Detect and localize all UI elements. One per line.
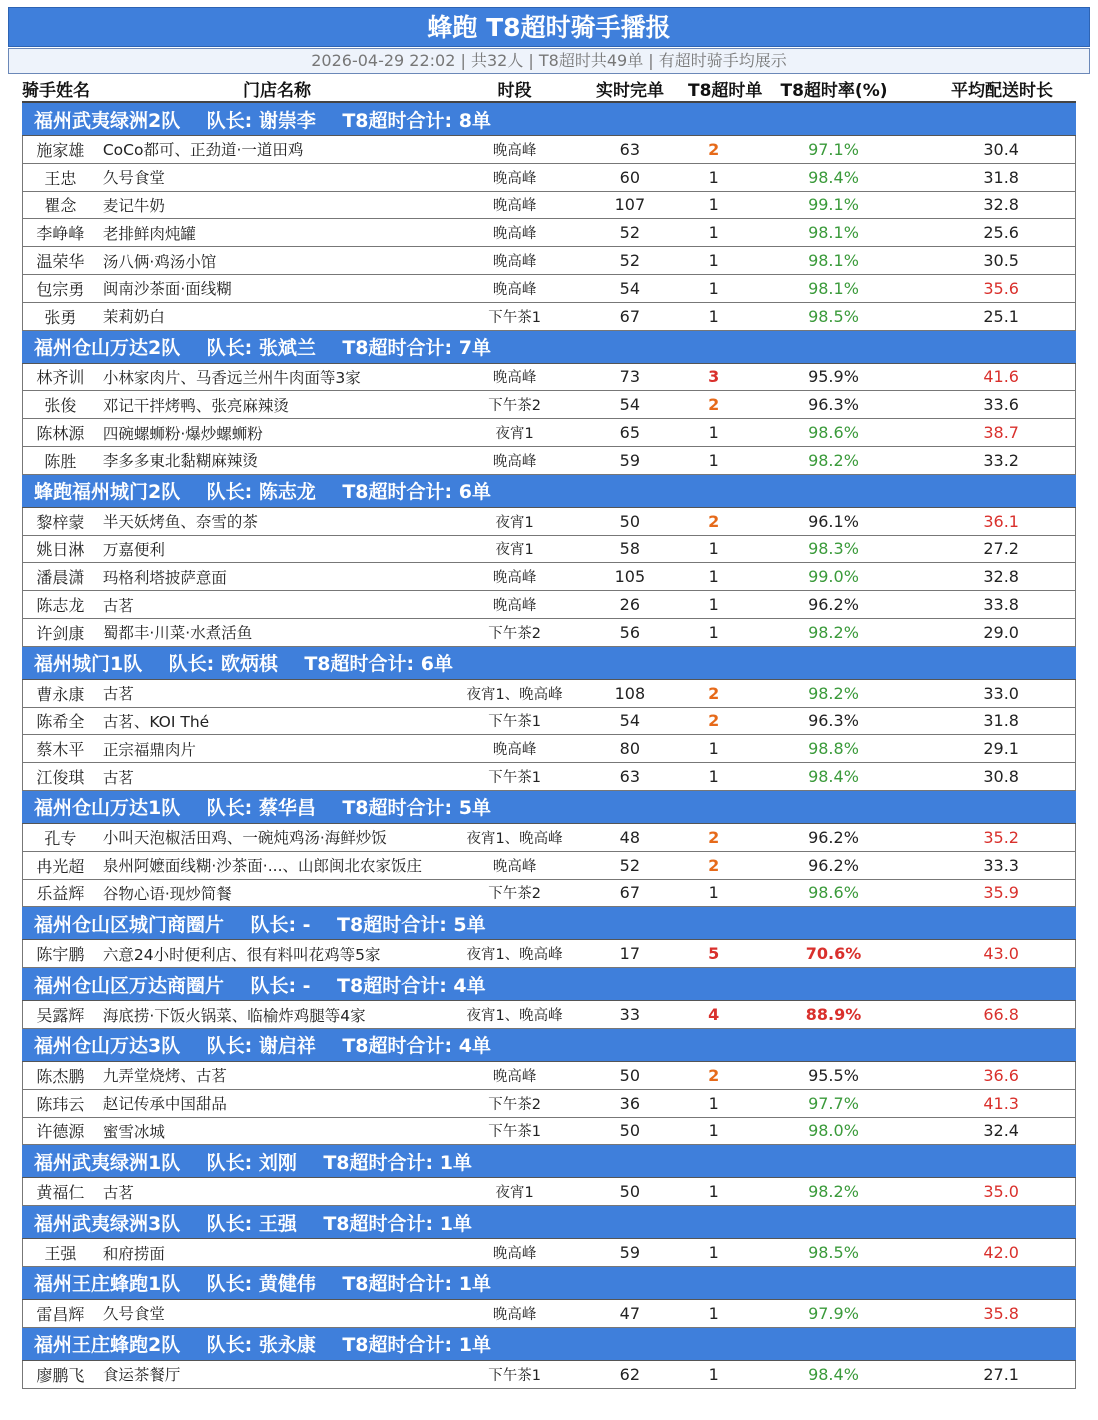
table-row <box>23 192 1075 220</box>
overtime-rate: 96.2% <box>808 827 859 847</box>
completed-count: 50 <box>619 1121 641 1141</box>
period: 晚高峰 <box>492 170 537 187</box>
rider-name: 乐益辉 <box>36 884 85 904</box>
rider-name: 潘晨潇 <box>36 568 85 588</box>
rider-name: 雷昌辉 <box>36 1304 85 1324</box>
completed-count: 52 <box>619 251 641 271</box>
store-name: 久号食堂 <box>102 1305 165 1324</box>
store-name: 古茗 <box>102 1183 134 1202</box>
table-row <box>23 536 1075 564</box>
store-name: 久号食堂 <box>102 169 165 188</box>
overtime-rate: 96.3% <box>808 395 859 415</box>
period: 夜宵1 <box>495 542 534 559</box>
avg-delivery-time: 41.6 <box>983 367 1019 387</box>
period: 晚高峰 <box>492 742 537 759</box>
team-header <box>22 907 1076 940</box>
period: 晚高峰 <box>492 226 537 243</box>
period: 晚高峰 <box>492 453 537 470</box>
overtime-count: 1 <box>708 1121 719 1141</box>
overtime-count: 1 <box>708 767 719 787</box>
overtime-count: 4 <box>708 1005 720 1025</box>
team-header-label: 福州武夷绿洲3队 队长: 王强 T8超时合计: 1单 <box>34 1212 472 1235</box>
overtime-rate: 96.1% <box>808 511 859 531</box>
table-row <box>23 219 1075 247</box>
overtime-count: 1 <box>708 1303 719 1323</box>
overtime-rate: 98.5% <box>808 306 859 326</box>
overtime-count: 1 <box>708 423 719 443</box>
overtime-rate: 98.2% <box>808 1182 859 1202</box>
col-overtime: T8超时单 <box>688 81 763 101</box>
overtime-rate: 96.3% <box>808 711 859 731</box>
store-name: 赵记传承中国甜品 <box>102 1095 227 1114</box>
avg-delivery-time: 29.1 <box>983 739 1019 759</box>
rider-name: 黄福仁 <box>36 1183 85 1203</box>
page-title: 蜂跑 T8超时骑手播报 <box>8 7 1090 47</box>
avg-delivery-time: 30.5 <box>983 251 1019 271</box>
overtime-count: 1 <box>708 278 719 298</box>
store-name: 闽南沙茶面·面线糊 <box>102 280 232 299</box>
period: 晚高峰 <box>492 1068 537 1085</box>
table-row <box>23 708 1075 736</box>
avg-delivery-time: 41.3 <box>983 1093 1019 1113</box>
period: 下午茶1 <box>488 714 541 731</box>
table-row <box>23 1178 1075 1206</box>
rider-name: 包宗勇 <box>36 279 85 299</box>
store-name: 麦记牛奶 <box>102 196 165 215</box>
period: 夜宵1 <box>495 426 534 443</box>
table-row <box>23 391 1075 419</box>
store-name: 万嘉便利 <box>102 540 165 559</box>
period: 下午茶2 <box>488 625 541 642</box>
rider-name: 吴露辉 <box>36 1006 85 1026</box>
rider-name: 曹永康 <box>36 684 85 704</box>
period: 夜宵1、晚高峰 <box>466 686 563 703</box>
overtime-count: 1 <box>708 883 719 903</box>
store-name: 茉莉奶白 <box>102 308 165 327</box>
period: 下午茶2 <box>488 886 541 903</box>
period: 晚高峰 <box>492 570 537 587</box>
completed-count: 48 <box>619 827 641 847</box>
rider-name: 张勇 <box>44 307 77 327</box>
table-row <box>23 508 1075 536</box>
store-name: 谷物心语·现炒简餐 <box>102 884 232 903</box>
overtime-count: 2 <box>708 827 720 847</box>
completed-count: 63 <box>619 139 641 159</box>
completed-count: 107 <box>614 195 646 215</box>
team-header-label: 福州仓山万达1队 队长: 蔡华昌 T8超时合计: 5单 <box>34 797 491 820</box>
period: 下午茶1 <box>488 309 541 326</box>
team-header <box>22 1328 1076 1361</box>
store-name: 食运茶餐厅 <box>102 1366 181 1385</box>
completed-count: 67 <box>619 883 641 903</box>
table-row <box>23 619 1075 647</box>
team-header <box>22 791 1076 824</box>
store-name: 正宗福鼎肉片 <box>102 740 196 759</box>
store-name: 古茗 <box>102 768 134 787</box>
store-name: 半天妖烤鱼、奈雪的茶 <box>102 513 258 532</box>
col-avg-time: 平均配送时长 <box>951 81 1053 101</box>
avg-delivery-time: 33.6 <box>983 395 1019 415</box>
store-name: 和府捞面 <box>102 1244 165 1263</box>
period: 夜宵1、晚高峰 <box>466 947 563 964</box>
team-header-label: 福州武夷绿洲2队 队长: 谢崇李 T8超时合计: 8单 <box>34 109 491 132</box>
avg-delivery-time: 35.9 <box>983 883 1019 903</box>
completed-count: 50 <box>619 1182 641 1202</box>
avg-delivery-time: 36.1 <box>983 511 1019 531</box>
team-header <box>22 1206 1076 1239</box>
col-completed: 实时完单 <box>596 81 664 101</box>
avg-delivery-time: 35.8 <box>983 1303 1019 1323</box>
rider-name: 陈宇鹏 <box>36 945 85 965</box>
store-name: 六意24小时便利店、很有料叫花鸡等5家 <box>102 945 381 964</box>
team-header <box>22 1267 1076 1300</box>
period: 晚高峰 <box>492 370 537 387</box>
overtime-count: 1 <box>708 1243 719 1262</box>
overtime-rate: 98.6% <box>808 423 859 443</box>
completed-count: 67 <box>619 306 641 326</box>
overtime-count: 1 <box>708 1364 719 1384</box>
period: 下午茶2 <box>488 398 541 415</box>
avg-delivery-time: 35.2 <box>983 827 1019 847</box>
rider-name: 孔专 <box>44 828 77 848</box>
col-overtime-rate: T8超时率(%) <box>780 81 888 101</box>
team-header <box>22 475 1076 508</box>
avg-delivery-time: 25.6 <box>983 223 1019 243</box>
overtime-count: 1 <box>708 450 719 470</box>
period: 下午茶1 <box>488 1367 541 1384</box>
avg-delivery-time: 31.8 <box>983 711 1019 731</box>
team-header-label: 福州武夷绿洲1队 队长: 刘刚 T8超时合计: 1单 <box>34 1151 472 1174</box>
store-name: 小叫天泡椒活田鸡、一碗炖鸡汤·海鲜炒饭 <box>102 829 387 848</box>
overtime-count: 2 <box>708 855 720 875</box>
avg-delivery-time: 33.2 <box>983 450 1019 470</box>
completed-count: 50 <box>619 1065 641 1085</box>
period: 晚高峰 <box>492 142 537 159</box>
rider-name: 林齐训 <box>36 368 85 388</box>
overtime-rate: 98.2% <box>808 622 859 642</box>
period: 晚高峰 <box>492 1246 537 1262</box>
avg-delivery-time: 66.8 <box>983 1005 1019 1025</box>
store-name: 老排鲜肉炖罐 <box>102 224 196 243</box>
table-row <box>23 680 1075 708</box>
overtime-rate: 98.5% <box>808 1243 859 1262</box>
avg-delivery-time: 33.3 <box>983 855 1019 875</box>
team-header-label: 福州仓山区城门商圈片 队长: - T8超时合计: 5单 <box>34 913 486 936</box>
team-header-label: 福州仓山万达2队 队长: 张斌兰 T8超时合计: 7单 <box>34 337 491 360</box>
team-header-label: 福州仓山区万达商圈片 队长: - T8超时合计: 4单 <box>34 974 486 997</box>
overtime-count: 3 <box>708 367 720 387</box>
col-period: 时段 <box>497 81 532 101</box>
store-name: 古茗 <box>102 596 134 615</box>
rider-name: 陈志龙 <box>36 596 85 616</box>
table-row <box>23 1361 1075 1389</box>
avg-delivery-time: 42.0 <box>983 1243 1019 1262</box>
avg-delivery-time: 32.8 <box>983 567 1019 587</box>
period: 夜宵1 <box>495 514 534 531</box>
rider-table <box>22 76 1076 1389</box>
completed-count: 59 <box>619 450 641 470</box>
completed-count: 63 <box>619 767 641 787</box>
overtime-count: 1 <box>708 1182 719 1202</box>
store-name: 邓记干拌烤鸭、张亮麻辣烫 <box>102 396 289 415</box>
rider-name: 施家雄 <box>36 140 85 160</box>
period: 夜宵1 <box>495 1185 534 1202</box>
table-row <box>23 940 1075 968</box>
table-row <box>23 852 1075 880</box>
avg-delivery-time: 33.0 <box>983 683 1019 703</box>
avg-delivery-time: 30.4 <box>983 139 1019 159</box>
rider-name: 黎梓蒙 <box>36 512 85 532</box>
team-header <box>22 647 1076 680</box>
table-row <box>23 1118 1075 1146</box>
overtime-rate: 98.4% <box>808 767 859 787</box>
team-header-label: 蜂跑福州城门2队 队长: 陈志龙 T8超时合计: 6单 <box>34 481 491 504</box>
period: 夜宵1、晚高峰 <box>466 830 563 847</box>
completed-count: 65 <box>619 423 641 443</box>
table-row <box>23 591 1075 619</box>
overtime-count: 1 <box>708 739 719 759</box>
team-header-label: 福州仓山万达3队 队长: 谢启祥 T8超时合计: 4单 <box>34 1035 491 1058</box>
overtime-rate: 98.4% <box>808 167 859 187</box>
completed-count: 60 <box>619 167 641 187</box>
completed-count: 17 <box>619 944 641 964</box>
completed-count: 62 <box>619 1364 641 1384</box>
rider-name: 蔡木平 <box>36 740 85 760</box>
overtime-rate: 98.2% <box>808 683 859 703</box>
overtime-count: 2 <box>708 1065 720 1085</box>
overtime-rate: 97.1% <box>808 139 859 159</box>
overtime-count: 1 <box>708 306 719 326</box>
overtime-rate: 95.9% <box>808 367 859 387</box>
team-header <box>22 331 1076 364</box>
avg-delivery-time: 35.6 <box>983 278 1019 298</box>
completed-count: 54 <box>619 395 641 415</box>
rider-name: 陈玮云 <box>36 1094 85 1114</box>
avg-delivery-time: 25.1 <box>983 306 1019 326</box>
avg-delivery-time: 43.0 <box>983 944 1019 964</box>
rider-name: 陈希全 <box>36 712 85 732</box>
store-name: 小林家肉片、马香远兰州牛肉面等3家 <box>102 368 361 387</box>
table-row <box>23 563 1075 591</box>
rider-name: 王强 <box>44 1244 77 1263</box>
completed-count: 36 <box>619 1093 641 1113</box>
overtime-count: 2 <box>708 139 720 159</box>
overtime-rate: 88.9% <box>805 1005 862 1025</box>
overtime-count: 1 <box>708 567 719 587</box>
period: 晚高峰 <box>492 1306 537 1323</box>
overtime-rate: 99.1% <box>808 195 859 215</box>
table-row <box>23 880 1075 908</box>
team-header <box>22 968 1076 1001</box>
overtime-rate: 98.1% <box>808 223 859 243</box>
store-name: 蜜雪冰城 <box>102 1122 165 1141</box>
overtime-count: 1 <box>708 595 719 615</box>
table-row <box>23 1001 1075 1029</box>
avg-delivery-time: 35.0 <box>983 1182 1019 1202</box>
avg-delivery-time: 32.4 <box>983 1121 1019 1141</box>
page-subtitle: 2026-04-29 22:02 | 共32人 | T8超时共49单 | 有超时骑手均展示 <box>8 48 1090 74</box>
avg-delivery-time: 29.0 <box>983 622 1019 642</box>
team-header <box>22 1145 1076 1178</box>
rider-name: 李峥峰 <box>36 224 85 244</box>
table-row <box>23 275 1075 303</box>
table-body <box>22 103 1076 1389</box>
team-header <box>22 1029 1076 1062</box>
overtime-rate: 96.2% <box>808 855 859 875</box>
team-header-label: 福州王庄蜂跑1队 队长: 黄健伟 T8超时合计: 1单 <box>34 1273 491 1296</box>
overtime-rate: 96.2% <box>808 595 859 615</box>
overtime-count: 1 <box>708 251 719 271</box>
table-header <box>22 76 1076 103</box>
period: 晚高峰 <box>492 254 537 271</box>
completed-count: 108 <box>614 683 646 703</box>
overtime-rate: 97.9% <box>808 1303 859 1323</box>
overtime-rate: 98.4% <box>808 1364 859 1384</box>
completed-count: 52 <box>619 855 641 875</box>
avg-delivery-time: 31.8 <box>983 167 1019 187</box>
table-row <box>23 1300 1075 1328</box>
overtime-rate: 98.6% <box>808 883 859 903</box>
overtime-rate: 99.0% <box>808 567 859 587</box>
table-row <box>23 419 1075 447</box>
rider-name: 陈胜 <box>44 451 77 471</box>
completed-count: 52 <box>619 223 641 243</box>
completed-count: 80 <box>619 739 641 759</box>
overtime-count: 1 <box>708 1093 719 1113</box>
avg-delivery-time: 38.7 <box>983 423 1019 443</box>
rider-name: 张俊 <box>44 396 77 416</box>
store-name: 海底捞·下饭火锅菜、临榆炸鸡腿等4家 <box>102 1006 366 1025</box>
rider-name: 陈杰鹏 <box>36 1066 85 1086</box>
store-name: 九弄堂烧烤、古茗 <box>102 1067 227 1086</box>
completed-count: 54 <box>619 278 641 298</box>
overtime-count: 2 <box>708 395 720 415</box>
avg-delivery-time: 30.8 <box>983 767 1019 787</box>
table-row <box>23 164 1075 192</box>
completed-count: 58 <box>619 539 641 559</box>
col-rider-name: 骑手姓名 <box>22 81 90 101</box>
period: 夜宵1、晚高峰 <box>466 1008 563 1025</box>
completed-count: 26 <box>619 595 641 615</box>
period: 晚高峰 <box>492 281 537 298</box>
rider-name: 姚日淋 <box>36 540 85 560</box>
period: 晚高峰 <box>492 598 537 615</box>
period: 下午茶2 <box>488 1096 541 1113</box>
table-row <box>23 763 1075 791</box>
store-name: CoCo都可、正劲道·一道田鸡 <box>102 141 304 160</box>
overtime-count: 2 <box>708 711 720 731</box>
team-header-label: 福州城门1队 队长: 欧炳棋 T8超时合计: 6单 <box>34 653 453 676</box>
table-row <box>23 1062 1075 1090</box>
avg-delivery-time: 33.8 <box>983 595 1019 615</box>
overtime-rate: 95.5% <box>808 1065 859 1085</box>
overtime-count: 1 <box>708 223 719 243</box>
overtime-rate: 98.0% <box>808 1121 859 1141</box>
rider-name: 陈林源 <box>36 424 85 444</box>
overtime-rate: 98.1% <box>808 251 859 271</box>
table-row <box>23 364 1075 392</box>
rider-name: 江俊琪 <box>36 768 85 788</box>
avg-delivery-time: 27.1 <box>983 1364 1019 1384</box>
overtime-rate: 98.1% <box>808 278 859 298</box>
overtime-count: 1 <box>708 539 719 559</box>
table-row <box>23 1090 1075 1118</box>
completed-count: 56 <box>619 622 641 642</box>
avg-delivery-time: 27.2 <box>983 539 1019 559</box>
table-row <box>23 247 1075 275</box>
store-name: 四碗螺蛳粉·爆炒螺蛳粉 <box>102 424 263 443</box>
store-name: 李多多東北黏糊麻辣烫 <box>102 452 258 471</box>
table-row <box>23 303 1075 331</box>
overtime-count: 2 <box>708 511 720 531</box>
store-name: 古茗 <box>102 685 134 704</box>
store-name: 玛格利塔披萨意面 <box>102 568 227 587</box>
store-name: 古茗、KOI Thé <box>102 712 210 731</box>
avg-delivery-time: 36.6 <box>983 1065 1019 1085</box>
overtime-count: 1 <box>708 195 719 215</box>
completed-count: 47 <box>619 1303 641 1323</box>
table-row <box>23 824 1075 852</box>
rider-name: 许德源 <box>36 1122 85 1142</box>
completed-count: 73 <box>619 367 641 387</box>
completed-count: 54 <box>619 711 641 731</box>
table-row <box>23 1239 1075 1267</box>
overtime-count: 1 <box>708 167 719 187</box>
completed-count: 50 <box>619 511 641 531</box>
period: 晚高峰 <box>492 858 537 875</box>
completed-count: 33 <box>619 1005 641 1025</box>
overtime-count: 1 <box>708 622 719 642</box>
rider-name: 瞿念 <box>44 196 77 216</box>
rider-name: 冉光超 <box>36 856 85 876</box>
rider-name: 王忠 <box>44 168 77 188</box>
completed-count: 105 <box>614 567 646 587</box>
store-name: 蜀都丰·川菜·水煮活鱼 <box>102 624 253 643</box>
table-row <box>23 136 1075 164</box>
overtime-rate: 98.3% <box>808 539 859 559</box>
overtime-count: 5 <box>708 944 720 964</box>
table-row <box>23 447 1075 475</box>
avg-delivery-time: 32.8 <box>983 195 1019 215</box>
store-name: 泉州阿嬷面线糊·沙茶面·...、山郎闽北农家饭庄 <box>102 857 422 876</box>
rider-name: 廖鹏飞 <box>36 1365 85 1385</box>
overtime-rate: 97.7% <box>808 1093 859 1113</box>
store-name: 汤八俩·鸡汤小馆 <box>102 252 217 271</box>
period: 下午茶1 <box>488 1124 541 1141</box>
overtime-rate: 70.6% <box>805 944 862 964</box>
rider-name: 温荣华 <box>36 252 85 272</box>
period: 下午茶1 <box>488 770 541 787</box>
table-row <box>23 735 1075 763</box>
period: 晚高峰 <box>492 198 537 215</box>
overtime-rate: 98.8% <box>808 739 859 759</box>
overtime-count: 2 <box>708 683 720 703</box>
rider-name: 许剑康 <box>36 623 85 643</box>
team-header <box>22 103 1076 136</box>
overtime-rate: 98.2% <box>808 450 859 470</box>
col-store-name: 门店名称 <box>243 81 311 101</box>
team-header-label: 福州王庄蜂跑2队 队长: 张永康 T8超时合计: 1单 <box>34 1334 491 1357</box>
completed-count: 59 <box>619 1243 641 1262</box>
